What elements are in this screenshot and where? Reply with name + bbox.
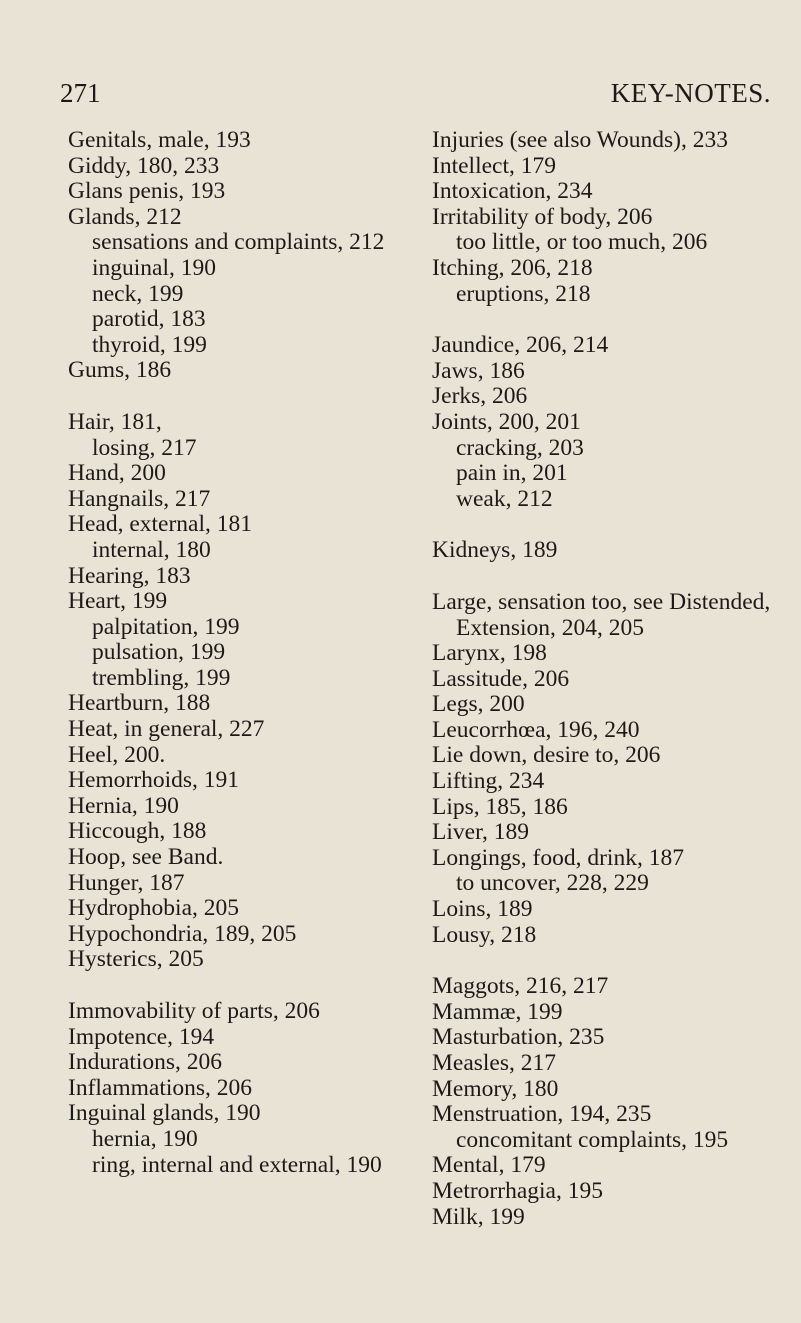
index-entry: Milk, 199 — [432, 1203, 525, 1230]
index-entry: Legs, 200 — [432, 691, 525, 718]
index-entry: Lassitude, 206 — [432, 665, 570, 692]
index-entry: Intellect, 179 — [432, 152, 556, 179]
index-subentry: sensations and complaints, 212 — [92, 229, 385, 256]
index-entry: Inguinal glands, 190 — [68, 1100, 261, 1127]
index-entry: Metrorrhagia, 195 — [432, 1177, 603, 1204]
index-entry: Intoxication, 234 — [432, 178, 593, 205]
index-entry: Glands, 212 — [68, 203, 182, 230]
index-subentry: losing, 217 — [92, 434, 197, 461]
index-subentry: palpitation, 199 — [92, 613, 240, 640]
index-entry: Lips, 185, 186 — [432, 793, 568, 820]
index-entry: Inflammations, 206 — [68, 1074, 253, 1101]
page-header — [60, 78, 771, 114]
index-subentry: inguinal, 190 — [92, 254, 217, 281]
index-entry: Liver, 189 — [432, 819, 529, 846]
index-entry: Irritability of body, 206 — [432, 203, 653, 230]
section-gap — [432, 307, 787, 333]
index-entry: Genitals, male, 193 — [68, 127, 251, 153]
index-entry: Hernia, 190 — [68, 792, 179, 819]
index-entry: Impotence, 194 — [68, 1023, 215, 1050]
index-entry: Hand, 200 — [68, 460, 166, 487]
index-entry: Kidneys, 189 — [432, 537, 558, 564]
index-entry: Jerks, 206 — [432, 383, 528, 410]
index-entry: Hoop, see Band. — [68, 844, 224, 871]
index-subentry: too little, or too much, 206 — [456, 229, 708, 256]
index-entry: Gums, 186 — [68, 357, 172, 384]
index-entry: Heel, 200. — [68, 741, 166, 768]
index-entry: Heart, 199 — [68, 588, 168, 615]
index-entry: Hydrophobia, 205 — [68, 895, 240, 922]
index-entry: Hearing, 183 — [68, 562, 191, 589]
index-subentry: eruptions, 218 — [456, 280, 591, 307]
index-entry: Loins, 189 — [432, 896, 533, 923]
index-entry: Itching, 206, 218 — [432, 254, 593, 281]
index-column-right — [432, 128, 787, 1230]
index-entry: Larynx, 198 — [432, 640, 547, 667]
index-entry: Hysterics, 205 — [68, 946, 204, 973]
section-gap — [432, 512, 787, 538]
index-entry: Leucorrhœa, 196, 240 — [432, 716, 640, 743]
index-subentry: parotid, 183 — [92, 306, 206, 333]
index-subentry: ring, internal and external, 190 — [92, 1151, 382, 1178]
index-entry: Heartburn, 188 — [68, 690, 211, 717]
index-entry: Maggots, 216, 217 — [432, 973, 609, 1000]
index-entry: Head, external, 181 — [68, 511, 253, 538]
running-title: KEY-NOTES. — [610, 78, 771, 108]
section-gap — [68, 384, 410, 410]
index-subentry: neck, 199 — [92, 280, 184, 307]
index-entry: Hiccough, 188 — [68, 818, 207, 845]
index-entry: Lifting, 234 — [432, 768, 545, 795]
index-entry: Indurations, 206 — [68, 1049, 223, 1076]
index-entry: Longings, food, drink, 187 — [432, 844, 684, 871]
index-subentry: cracking, 203 — [456, 434, 584, 461]
index-subentry: pulsation, 199 — [92, 639, 226, 666]
index-entry: Memory, 180 — [432, 1075, 559, 1102]
index-subentry: pain in, 201 — [456, 460, 568, 487]
section-gap — [432, 948, 787, 974]
index-entry: Measles, 217 — [432, 1050, 557, 1076]
index-subentry: to uncover, 228, 229 — [456, 870, 649, 897]
index-entry: Heat, in general, 227 — [68, 716, 265, 743]
index-entry: Hangnails, 217 — [68, 485, 211, 512]
index-subentry: concomitant complaints, 195 — [456, 1126, 729, 1153]
index-entry: Large, sensation too, see Distended, Extension, 204, 205 — [432, 588, 771, 641]
index-entry: Joints, 200, 201 — [432, 408, 581, 435]
index-column-left — [68, 128, 410, 1178]
index-subentry: hernia, 190 — [92, 1125, 198, 1152]
index-entry: Jaws, 186 — [432, 357, 525, 384]
index-entry: Hair, 181, — [68, 408, 162, 435]
index-entry: Hemorrhoids, 191 — [68, 767, 240, 794]
index-entry: Giddy, 180, 233 — [68, 152, 220, 179]
index-entry: Jaundice, 206, 214 — [432, 332, 609, 359]
page-number: 271 — [60, 78, 101, 108]
index-entry: Menstruation, 194, 235 — [432, 1101, 652, 1128]
index-entry: Lousy, 218 — [432, 921, 537, 948]
index-entry: Hunger, 187 — [68, 869, 185, 896]
index-entry: Immovability of parts, 206 — [68, 998, 320, 1024]
index-entry: Masturbation, 235 — [432, 1024, 605, 1051]
index-subentry: weak, 212 — [456, 485, 553, 512]
index-entry: Injuries (see also Wounds), 233 — [432, 127, 728, 153]
index-entry: Lie down, desire to, 206 — [432, 742, 661, 769]
index-entry: Mammæ, 199 — [432, 998, 563, 1025]
index-subentry: trembling, 199 — [92, 664, 231, 691]
section-gap — [68, 973, 410, 999]
index-entry: Mental, 179 — [432, 1152, 546, 1179]
index-entry: Hypochondria, 189, 205 — [68, 920, 297, 947]
section-gap — [432, 564, 787, 590]
index-entry: Glans penis, 193 — [68, 178, 226, 205]
index-subentry: thyroid, 199 — [92, 331, 207, 358]
index-subentry: internal, 180 — [92, 536, 211, 563]
